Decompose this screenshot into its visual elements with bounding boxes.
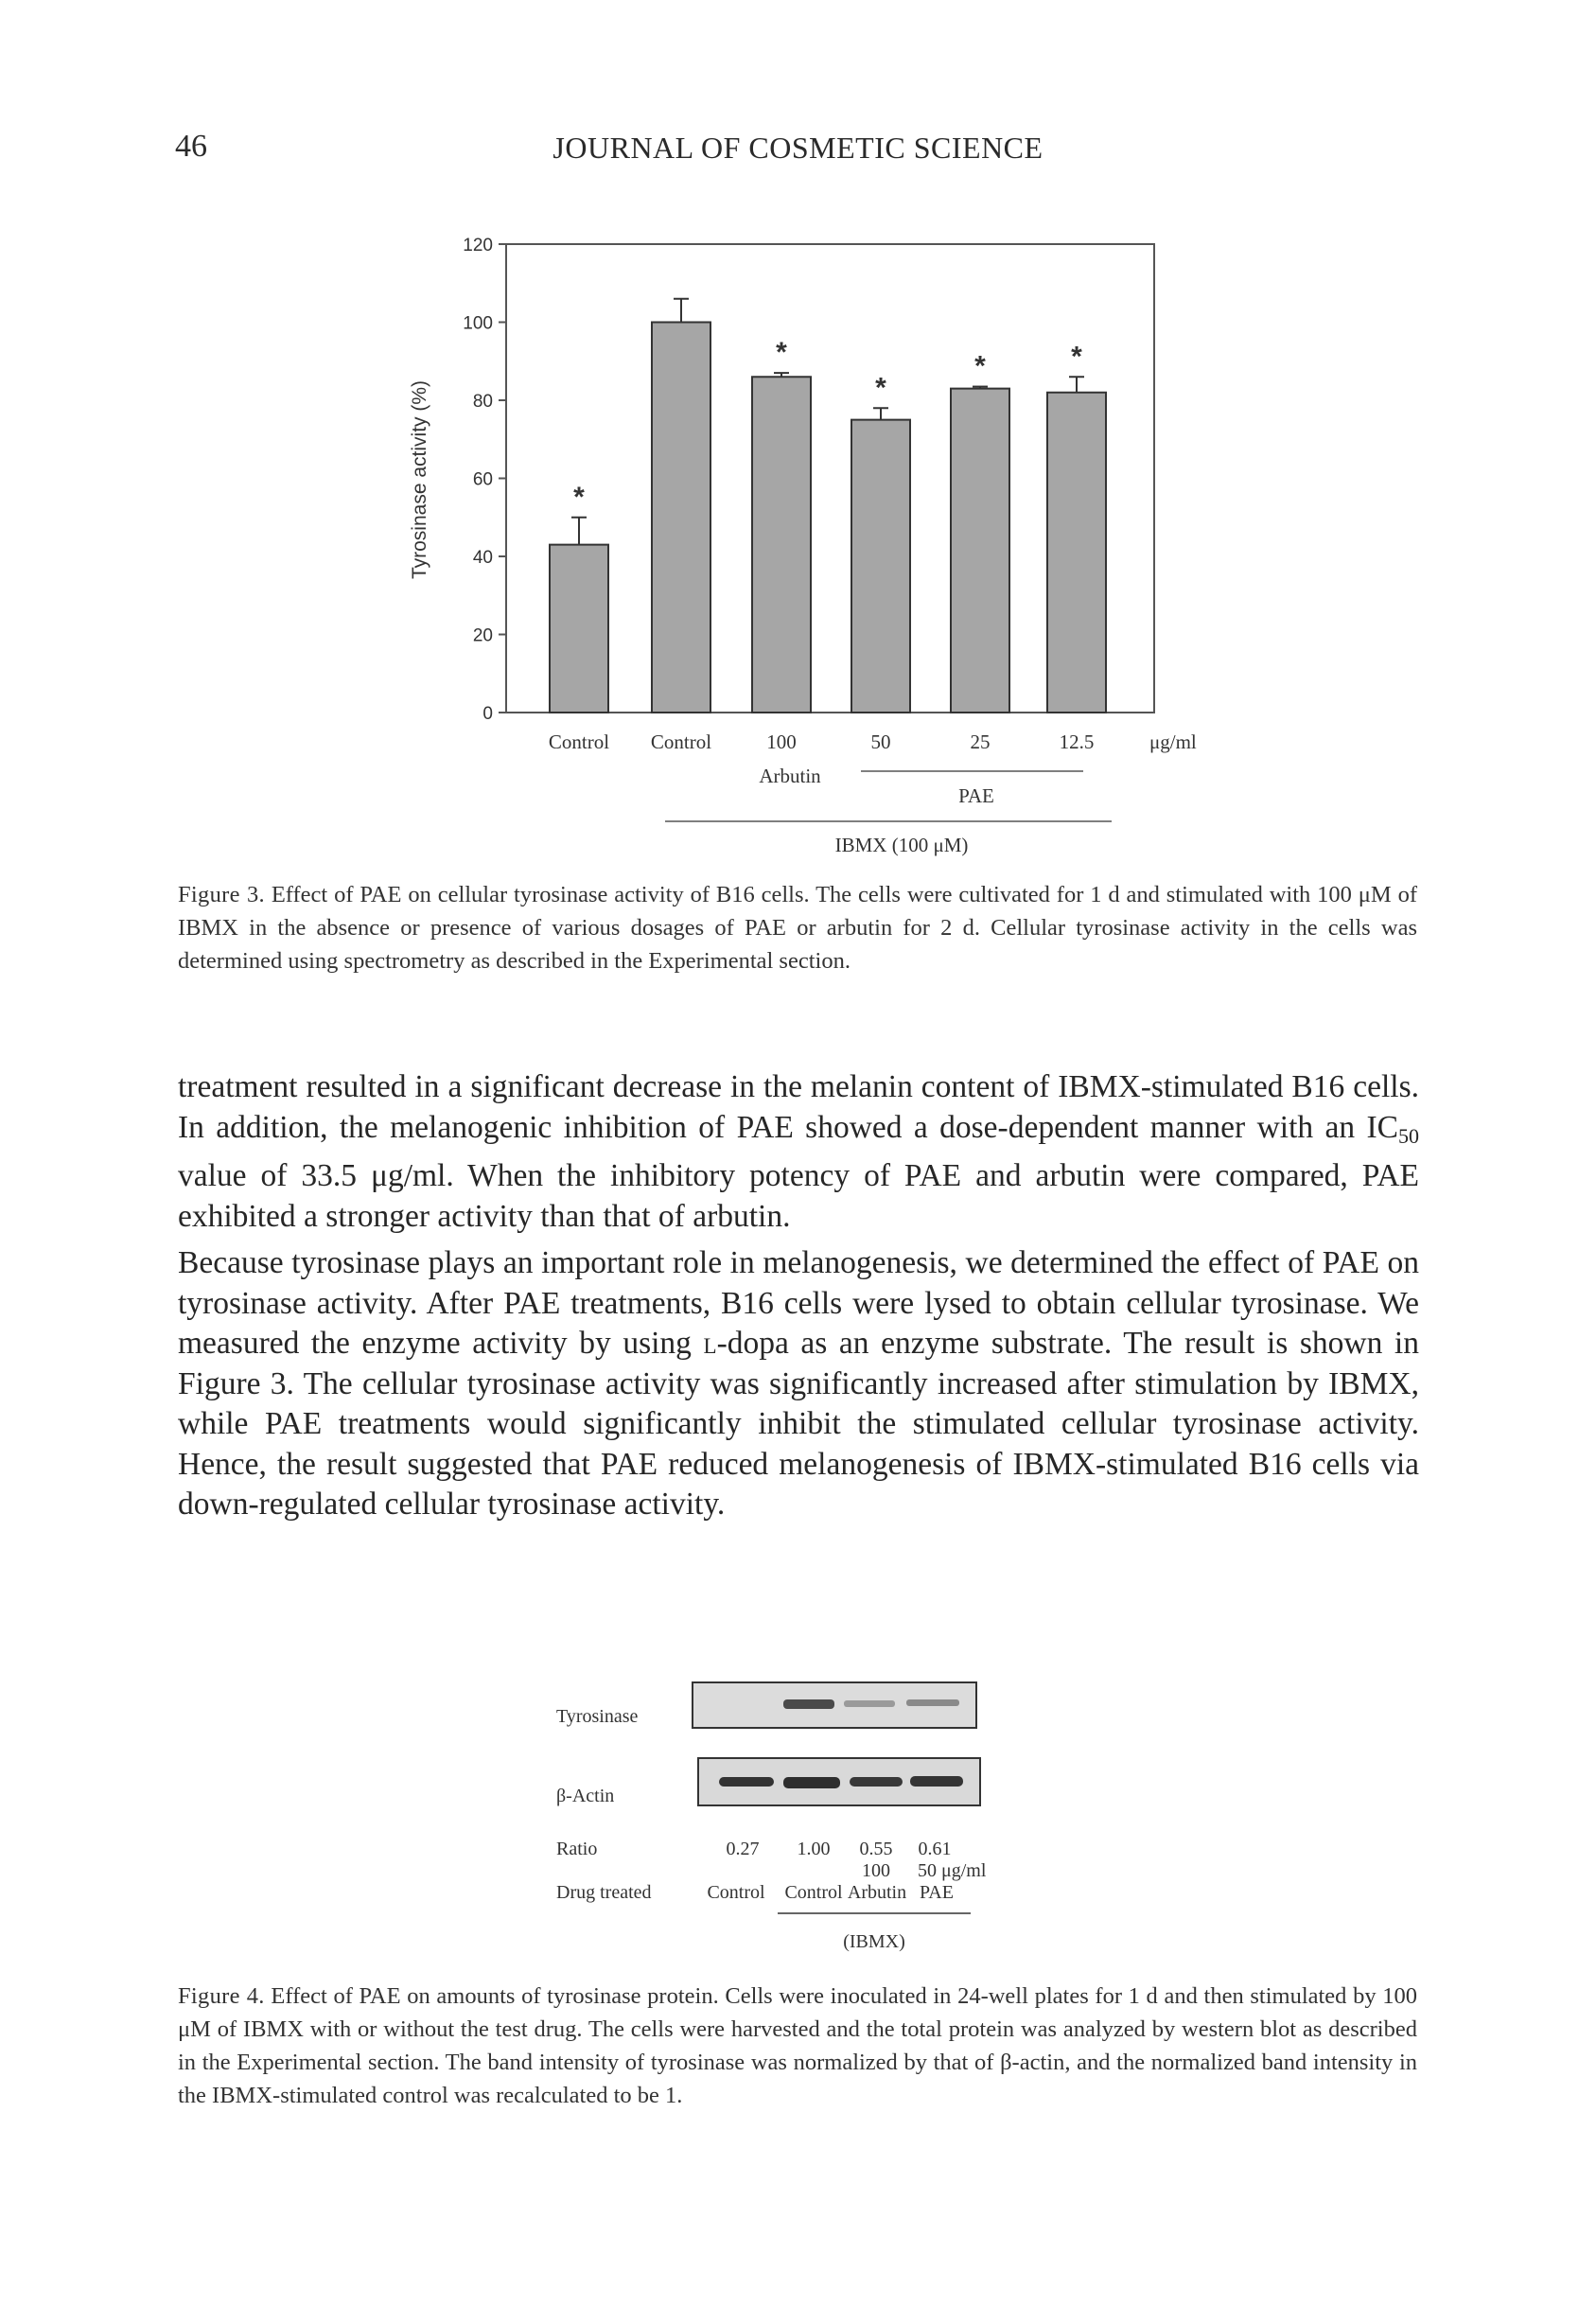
significance-marker: * bbox=[573, 481, 585, 513]
y-tick-label: 80 bbox=[472, 392, 493, 412]
pae-group-label: PAE bbox=[958, 784, 994, 807]
body-paragraph-2 bbox=[178, 1243, 1419, 1525]
y-tick-label: 0 bbox=[482, 704, 493, 724]
bar bbox=[1047, 393, 1106, 713]
x-tick-label: Control bbox=[548, 731, 610, 753]
significance-marker: * bbox=[974, 350, 986, 382]
y-tick-label: 120 bbox=[463, 236, 493, 255]
page-number: 46 bbox=[175, 129, 207, 164]
x-tick-label: 50 bbox=[870, 731, 891, 753]
bars bbox=[550, 299, 1106, 713]
figure4-caption bbox=[178, 1980, 1417, 2112]
bar bbox=[851, 420, 910, 713]
ratio-label: Ratio bbox=[556, 1839, 598, 1859]
arbutin-group-label: Arbutin bbox=[759, 765, 821, 787]
actin-band bbox=[910, 1776, 963, 1787]
y-axis-label: Tyrosinase activity (%) bbox=[409, 379, 430, 580]
y-tick-label: 100 bbox=[463, 313, 493, 334]
x-tick-label: 100 bbox=[766, 731, 797, 753]
significance-marker: * bbox=[875, 372, 886, 404]
p2-text-b: -dopa as an enzyme substrate. The result is shown in Figure 3. The cellular tyrosinase activity was significantly increased after stimulation by IBMX, while PAE treatments would significantly inhibit the stimulated cellular tyrosinase activity. Hence, the result suggested that PAE reduced melanogenesis of IBMX-stimulated B16 cells via down-regulated cellular tyrosinase activity. bbox=[178, 1326, 1419, 1522]
figure3-caption bbox=[178, 878, 1417, 977]
bar bbox=[550, 545, 608, 713]
p2-text-a: Because tyrosinase plays an important role in melanogenesis, we determined the effect of PAE on tyrosinase activity. After PAE treatments, B16 cells were lysed to obtain cellular tyrosinase. We measured the enzyme activity by using bbox=[178, 1245, 1419, 1361]
x-tick-label: 12.5 bbox=[1059, 731, 1095, 753]
tyrosinase-row-label: Tyrosinase bbox=[556, 1706, 639, 1727]
figure3-label: Figure 3. bbox=[178, 882, 265, 907]
drug-label: Control bbox=[784, 1882, 843, 1903]
dose-label: 100 bbox=[862, 1860, 890, 1881]
y-tick-label: 20 bbox=[472, 625, 493, 646]
figure4-caption-text: Effect of PAE on amounts of tyrosinase protein. Cells were inoculated in 24-well plates for 1 d and then stimulated by 100 μM of IBMX with or without the test drug. The cells were harvested and the total protein was analyzed by western blot as described in the Experimental section. The band intensity of tyrosinase was normalized by that of β-actin, and the normalized band intensity in the IBMX-stimulated control was recalculated to be 1. bbox=[178, 1983, 1418, 2108]
figure4-blot bbox=[530, 1665, 1060, 1968]
l-dopa-prefix: l bbox=[703, 1326, 717, 1361]
ratio-value: 0.55 bbox=[859, 1839, 893, 1859]
drug-label: Control bbox=[707, 1882, 765, 1903]
ibmx-label: (IBMX) bbox=[843, 1931, 905, 1952]
actin-row-label: β-Actin bbox=[556, 1786, 615, 1806]
ibmx-group-label: IBMX (100 μM) bbox=[834, 834, 969, 856]
p1-text-b: value of 33.5 μg/ml. When the inhibitory potency of PAE and arbutin were compared, PAE exhibited a stronger activity than that of arbutin. bbox=[178, 1158, 1419, 1234]
bar bbox=[752, 377, 811, 713]
actin-band bbox=[850, 1777, 903, 1787]
ratio-value: 0.27 bbox=[726, 1839, 760, 1859]
x-tick-label: Control bbox=[650, 731, 712, 753]
y-tick-label: 60 bbox=[472, 469, 493, 490]
journal-title: JOURNAL OF COSMETIC SCIENCE bbox=[552, 131, 1044, 165]
x-tick-labels bbox=[549, 731, 1094, 753]
drug-label: Arbutin bbox=[847, 1882, 907, 1903]
figure3-caption-text: Effect of PAE on cellular tyrosinase activity of B16 cells. The cells were cultivated for 1 d and stimulated with 100 μM of IBMX in the absence or presence of various dosages of PAE or arbutin for 2 d. Cellular tyrosinase activity in the cells was determined using spectrometry as described in the Experimental section. bbox=[178, 882, 1418, 974]
significance-marker: * bbox=[1071, 341, 1082, 373]
ratio-value: 1.00 bbox=[797, 1839, 831, 1859]
tyrosinase-band bbox=[783, 1699, 834, 1709]
body-paragraph-1 bbox=[178, 1067, 1419, 1237]
significance-marker: * bbox=[776, 337, 787, 369]
bar bbox=[951, 389, 1009, 713]
p1-text-a: treatment resulted in a significant decrease in the melanin content of IBMX-stimulated B16 cells. In addition, the melanogenic inhibition of PAE showed a dose-dependent manner with an IC bbox=[178, 1069, 1419, 1145]
x-tick-label: 25 bbox=[970, 731, 991, 753]
y-tick-label: 40 bbox=[472, 548, 493, 568]
unit-label: μg/ml bbox=[1149, 731, 1197, 753]
tyrosinase-band bbox=[844, 1700, 895, 1707]
drug-label: PAE bbox=[920, 1882, 954, 1903]
figure3-chart bbox=[397, 222, 1211, 866]
y-axis bbox=[463, 236, 506, 724]
dose-label: 50 μg/ml bbox=[918, 1860, 987, 1881]
actin-band bbox=[783, 1777, 840, 1788]
figure4-label: Figure 4. bbox=[178, 1983, 265, 2009]
drug-treated-label: Drug treated bbox=[556, 1882, 652, 1903]
ic50-subscript: 50 bbox=[1398, 1123, 1419, 1148]
tyrosinase-band bbox=[906, 1699, 959, 1706]
ratio-value: 0.61 bbox=[918, 1839, 952, 1859]
actin-band bbox=[719, 1777, 774, 1787]
bar bbox=[652, 323, 710, 713]
